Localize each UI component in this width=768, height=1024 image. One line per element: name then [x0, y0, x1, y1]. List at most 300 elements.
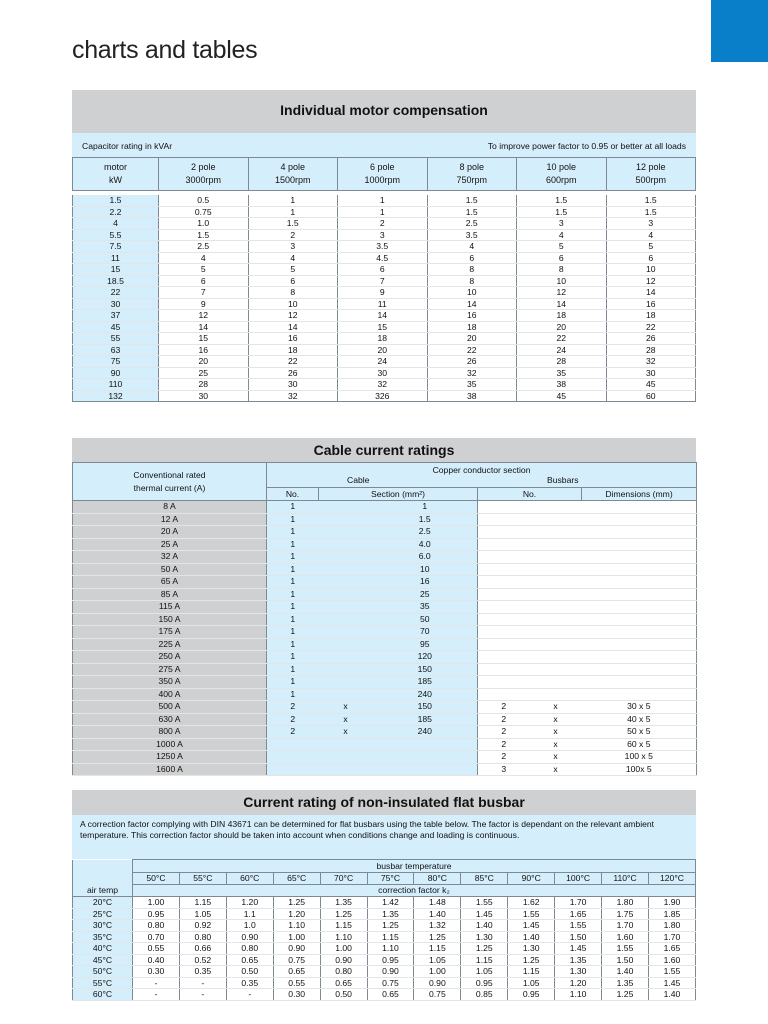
motor-cell: 14 — [338, 310, 428, 322]
motor-cell: 32 — [338, 379, 428, 391]
motor-cell: 1 — [248, 195, 338, 206]
correction-cell: - — [133, 977, 180, 989]
cable-cell: 1 — [267, 526, 319, 539]
cable-cell — [319, 576, 373, 589]
cable-cell: 1 — [267, 588, 319, 601]
cable-cell — [530, 676, 582, 689]
correction-cell: 1.62 — [508, 897, 555, 909]
motor-cell: 0.75 — [159, 206, 249, 218]
motor-cell: 3 — [338, 229, 428, 241]
motor-cell: 7 — [338, 275, 428, 287]
correction-cell: 1.15 — [367, 931, 414, 943]
cable-row — [73, 676, 697, 689]
cable-cell: 1.5 — [373, 513, 478, 526]
motor-cell: 14 — [248, 321, 338, 333]
cable-cell: 1 — [267, 663, 319, 676]
motor-cell: 9 — [338, 287, 428, 299]
motor-cell: 14 — [159, 321, 249, 333]
cable-cell — [582, 651, 697, 664]
motor-cell: 6 — [427, 252, 517, 264]
correction-cell: 1.00 — [133, 897, 180, 909]
cable-cell — [582, 626, 697, 639]
motor-cell: 6 — [606, 252, 696, 264]
cable-cell — [530, 601, 582, 614]
correction-cell: 1.60 — [602, 931, 649, 943]
cable-cell — [319, 563, 373, 576]
correction-cell: 1.15 — [179, 897, 226, 909]
cable-cell: 20 A — [73, 526, 267, 539]
cable-cell — [319, 751, 373, 764]
correction-cell: 0.95 — [508, 989, 555, 1001]
motor-cell: 12 — [159, 310, 249, 322]
busbar-row — [73, 908, 696, 920]
busbars-label: Busbars — [547, 475, 579, 485]
correction-cell: 1.0 — [226, 920, 273, 932]
motor-cell: 8 — [248, 287, 338, 299]
motor-cell: 26 — [248, 367, 338, 379]
cable-cell — [582, 688, 697, 701]
motor-cell: 1.5 — [517, 195, 607, 206]
motor-cell: 22 — [517, 333, 607, 345]
motor-cell: 14 — [606, 287, 696, 299]
busbar-temperature-label: busbar temperature — [133, 860, 696, 873]
motor-cell: 26 — [606, 333, 696, 345]
motor-cell: 14 — [427, 298, 517, 310]
cable-cell — [478, 526, 530, 539]
motor-row — [73, 264, 696, 276]
motor-cell: 6 — [159, 275, 249, 287]
motor-cell: 3.5 — [338, 241, 428, 253]
correction-cell: 0.35 — [226, 977, 273, 989]
busbar-row — [73, 943, 696, 955]
correction-cell: 1.15 — [414, 943, 461, 955]
cable-row — [73, 688, 697, 701]
correction-cell: 0.75 — [367, 977, 414, 989]
motor-cell: 22 — [606, 321, 696, 333]
motor-cell: 22 — [427, 344, 517, 356]
cable-cell — [319, 626, 373, 639]
cable-row — [73, 626, 697, 639]
motor-cell: 110 — [73, 379, 159, 391]
cable-cell: 70 — [373, 626, 478, 639]
cable-cell: 1000 A — [73, 738, 267, 751]
motor-row — [73, 275, 696, 287]
air-temp-cell: 40°C — [73, 943, 133, 955]
motor-cell: 5.5 — [73, 229, 159, 241]
air-temp-cell: 30°C — [73, 920, 133, 932]
cable-cell: 16 — [373, 576, 478, 589]
correction-cell: 1.25 — [461, 943, 508, 955]
correction-cell: 1.45 — [508, 920, 555, 932]
busbar-temp-header: 100°C — [555, 873, 602, 885]
motor-row — [73, 344, 696, 356]
cable-cell: 1 — [267, 576, 319, 589]
correction-cell: 1.85 — [648, 908, 695, 920]
motor-cell: 1 — [338, 206, 428, 218]
correction-cell: 1.42 — [367, 897, 414, 909]
motor-cell: 45 — [517, 390, 607, 402]
correction-cell: 0.35 — [179, 966, 226, 978]
cable-cell: 185 — [373, 713, 478, 726]
correction-cell: 0.80 — [133, 920, 180, 932]
correction-cell: 1.00 — [273, 931, 320, 943]
correction-cell: - — [179, 977, 226, 989]
cable-cell — [582, 526, 697, 539]
cable-cell — [530, 626, 582, 639]
motor-cell: 75 — [73, 356, 159, 368]
cable-cell: 275 A — [73, 663, 267, 676]
cable-cell — [582, 501, 697, 514]
cable-row — [73, 651, 697, 664]
cable-cell — [478, 651, 530, 664]
correction-cell: 0.90 — [226, 931, 273, 943]
cable-cell: 150 — [373, 663, 478, 676]
motor-cell: 7 — [159, 287, 249, 299]
motor-header-cell: 12 pole 500rpm — [606, 158, 696, 191]
cable-cell: 60 x 5 — [582, 738, 697, 751]
motor-header-row — [73, 158, 696, 191]
motor-row — [73, 195, 696, 206]
motor-cell: 1.5 — [606, 206, 696, 218]
busbar-temp-header: 55°C — [179, 873, 226, 885]
cable-cell: 1 — [267, 626, 319, 639]
motor-cell: 6 — [517, 252, 607, 264]
cable-row — [73, 763, 697, 776]
cable-section-title: Cable current ratings — [72, 438, 696, 462]
motor-cell: 1.5 — [427, 206, 517, 218]
motor-cell: 15 — [73, 264, 159, 276]
motor-cell: 32 — [427, 367, 517, 379]
cable-cell: 185 — [373, 676, 478, 689]
cable-cell — [319, 526, 373, 539]
cable-cell: x — [530, 751, 582, 764]
cable-cell: 2 — [267, 701, 319, 714]
cable-cell: 175 A — [73, 626, 267, 639]
motor-cell: 24 — [338, 356, 428, 368]
correction-cell: 1.10 — [367, 943, 414, 955]
motor-header-cell: motor kW — [73, 158, 159, 191]
cable-cell: 150 A — [73, 613, 267, 626]
cable-row — [73, 638, 697, 651]
cable-cell — [478, 663, 530, 676]
correction-cell: 1.50 — [555, 931, 602, 943]
motor-header-cell: 2 pole 3000rpm — [159, 158, 249, 191]
cable-row — [73, 601, 697, 614]
motor-cell: 10 — [427, 287, 517, 299]
correction-cell: 0.95 — [461, 977, 508, 989]
cable-cell — [530, 651, 582, 664]
motor-cell: 38 — [517, 379, 607, 391]
cable-cell — [530, 613, 582, 626]
correction-cell: 1.25 — [602, 989, 649, 1001]
busbar-no-header: No. — [478, 488, 582, 501]
motor-cell: 2.5 — [427, 218, 517, 230]
correction-cell: 1.50 — [602, 954, 649, 966]
cable-cell — [478, 588, 530, 601]
motor-header-cell: 10 pole 600rpm — [517, 158, 607, 191]
cable-cell: 1 — [267, 638, 319, 651]
cable-cell — [267, 751, 319, 764]
cable-cell: 1600 A — [73, 763, 267, 776]
cable-cell: 4.0 — [373, 538, 478, 551]
motor-cell: 26 — [427, 356, 517, 368]
motor-cell: 5 — [517, 241, 607, 253]
motor-cell: 16 — [159, 344, 249, 356]
motor-cell: 11 — [338, 298, 428, 310]
cable-cell: 1 — [267, 538, 319, 551]
motor-cell: 20 — [159, 356, 249, 368]
motor-cell: 11 — [73, 252, 159, 264]
motor-row — [73, 356, 696, 368]
cable-cell — [319, 551, 373, 564]
cable-row — [73, 751, 697, 764]
motor-cell: 8 — [427, 275, 517, 287]
cable-cell — [478, 538, 530, 551]
motor-cell: 45 — [606, 379, 696, 391]
motor-cell: 30 — [73, 298, 159, 310]
correction-cell: 0.90 — [320, 954, 367, 966]
correction-cell: 1.45 — [461, 908, 508, 920]
motor-cell: 1.5 — [606, 195, 696, 206]
conductor-section-label: Copper conductor section — [432, 465, 531, 475]
motor-row — [73, 390, 696, 402]
cable-cell: 100 x 5 — [582, 751, 697, 764]
cable-cell — [530, 538, 582, 551]
cable-cell — [530, 513, 582, 526]
motor-cell: 18 — [338, 333, 428, 345]
motor-cell: 12 — [248, 310, 338, 322]
cable-cell: 2 — [478, 751, 530, 764]
busbar-temp-header: 120°C — [648, 873, 695, 885]
air-temp-cell: 55°C — [73, 977, 133, 989]
motor-cell: 1.5 — [427, 195, 517, 206]
motor-cell: 14 — [517, 298, 607, 310]
cable-cell — [373, 751, 478, 764]
cable-cell: 225 A — [73, 638, 267, 651]
cable-row — [73, 538, 697, 551]
motor-cell: 32 — [606, 356, 696, 368]
busbar-row — [73, 954, 696, 966]
correction-cell: 0.50 — [320, 989, 367, 1001]
cable-cell: x — [319, 713, 373, 726]
cable-cell — [530, 526, 582, 539]
motor-cell: 3.5 — [427, 229, 517, 241]
motor-cell: 326 — [338, 390, 428, 402]
cable-cell — [582, 576, 697, 589]
motor-cell: 5 — [159, 264, 249, 276]
motor-cell: 10 — [248, 298, 338, 310]
motor-cell: 3 — [248, 241, 338, 253]
cable-cell: 50 x 5 — [582, 726, 697, 739]
cable-cell: 2 — [478, 726, 530, 739]
motor-cell: 9 — [159, 298, 249, 310]
motor-row — [73, 252, 696, 264]
correction-cell: 1.15 — [508, 966, 555, 978]
correction-cell: 0.65 — [367, 989, 414, 1001]
cable-cell — [373, 738, 478, 751]
correction-cell: 1.40 — [602, 966, 649, 978]
busbar-temp-header: 90°C — [508, 873, 555, 885]
motor-cell: 4 — [606, 229, 696, 241]
correction-cell: 1.00 — [414, 966, 461, 978]
cable-cell: 30 x 5 — [582, 701, 697, 714]
cable-cell — [373, 763, 478, 776]
correction-cell: 1.40 — [508, 931, 555, 943]
motor-header-cell: 6 pole 1000rpm — [338, 158, 428, 191]
motor-cell: 18 — [427, 321, 517, 333]
motor-cell: 2 — [248, 229, 338, 241]
motor-cell: 2.2 — [73, 206, 159, 218]
correction-cell: 1.05 — [508, 977, 555, 989]
cable-cell — [319, 638, 373, 651]
cable-cell: x — [530, 726, 582, 739]
busbar-temp-header: 70°C — [320, 873, 367, 885]
busbar-temp-header: 85°C — [461, 873, 508, 885]
cable-cell — [582, 601, 697, 614]
cable-cell — [478, 576, 530, 589]
correction-cell: 1.45 — [648, 977, 695, 989]
correction-cell: 1.10 — [273, 920, 320, 932]
correction-cell: 1.48 — [414, 897, 461, 909]
motor-cell: 4 — [248, 252, 338, 264]
motor-cell: 63 — [73, 344, 159, 356]
motor-row — [73, 310, 696, 322]
correction-cell: 1.20 — [273, 908, 320, 920]
cable-cell: 240 — [373, 688, 478, 701]
cable-cell: 25 A — [73, 538, 267, 551]
cable-row — [73, 551, 697, 564]
cable-cell — [319, 676, 373, 689]
cable-cell: 240 — [373, 726, 478, 739]
correction-cell: 1.25 — [367, 920, 414, 932]
page-title: charts and tables — [72, 36, 258, 64]
cable-cell: 35 — [373, 601, 478, 614]
busbar-row — [73, 920, 696, 932]
busbar-row — [73, 966, 696, 978]
cable-cell — [319, 688, 373, 701]
busbar-temp-header: 80°C — [414, 873, 461, 885]
motor-cell: 8 — [517, 264, 607, 276]
motor-cell: 4 — [159, 252, 249, 264]
motor-cell: 1.0 — [159, 218, 249, 230]
correction-cell: 0.85 — [461, 989, 508, 1001]
correction-cell: - — [179, 989, 226, 1001]
cable-cell: 1 — [267, 563, 319, 576]
cable-no-header: No. — [267, 488, 319, 501]
motor-row — [73, 206, 696, 218]
motor-cell: 18.5 — [73, 275, 159, 287]
cable-cell — [478, 613, 530, 626]
cable-row — [73, 726, 697, 739]
motor-section-title: Individual motor compensation — [72, 90, 696, 133]
cable-cell: 2 — [478, 713, 530, 726]
correction-cell: 1.40 — [414, 908, 461, 920]
cable-cell: x — [530, 701, 582, 714]
cable-cell: 6.0 — [373, 551, 478, 564]
motor-cell: 16 — [248, 333, 338, 345]
cable-cell: 400 A — [73, 688, 267, 701]
correction-cell: 1.65 — [555, 908, 602, 920]
motor-cell: 8 — [427, 264, 517, 276]
cable-row — [73, 713, 697, 726]
cable-cell — [530, 688, 582, 701]
busbar-row — [73, 989, 696, 1001]
busbar-temp-header: 65°C — [273, 873, 320, 885]
correction-cell: 1.90 — [648, 897, 695, 909]
correction-cell: 1.35 — [602, 977, 649, 989]
cable-cell: 1 — [267, 513, 319, 526]
correction-cell: 1.55 — [602, 943, 649, 955]
motor-row — [73, 298, 696, 310]
cable-row — [73, 526, 697, 539]
cable-cell — [478, 688, 530, 701]
motor-row — [73, 333, 696, 345]
correction-cell: 1.30 — [555, 966, 602, 978]
motor-cell: 4.5 — [338, 252, 428, 264]
cable-row — [73, 563, 697, 576]
cable-cell — [530, 576, 582, 589]
motor-cell: 15 — [159, 333, 249, 345]
cable-cell — [530, 551, 582, 564]
correction-cell: 0.30 — [133, 966, 180, 978]
cable-cell — [582, 676, 697, 689]
correction-cell: 0.65 — [320, 977, 367, 989]
cable-cell — [319, 651, 373, 664]
cable-cell — [530, 588, 582, 601]
correction-cell: 1.05 — [179, 908, 226, 920]
correction-cell: 1.30 — [508, 943, 555, 955]
correction-factor-label: correction factor k₂ — [133, 885, 696, 897]
air-temp-cell: 20°C — [73, 897, 133, 909]
cable-row — [73, 738, 697, 751]
motor-cell: 5 — [606, 241, 696, 253]
correction-cell: 1.55 — [508, 908, 555, 920]
cable-cell — [478, 501, 530, 514]
motor-cell: 60 — [606, 390, 696, 402]
busbar-table — [72, 859, 696, 1001]
cable-cell: 12 A — [73, 513, 267, 526]
cable-cell: 10 — [373, 563, 478, 576]
motor-cell: 132 — [73, 390, 159, 402]
cable-cell: 1 — [267, 676, 319, 689]
motor-note — [72, 133, 696, 157]
correction-cell: 1.20 — [226, 897, 273, 909]
motor-cell: 28 — [517, 356, 607, 368]
correction-cell: - — [226, 989, 273, 1001]
correction-cell: 1.70 — [602, 920, 649, 932]
motor-cell: 25 — [159, 367, 249, 379]
motor-cell: 30 — [338, 367, 428, 379]
motor-cell: 35 — [517, 367, 607, 379]
motor-cell: 90 — [73, 367, 159, 379]
cable-cell — [267, 763, 319, 776]
correction-cell: 0.30 — [273, 989, 320, 1001]
motor-cell: 2.5 — [159, 241, 249, 253]
motor-cell: 12 — [517, 287, 607, 299]
correction-cell: 0.95 — [133, 908, 180, 920]
cable-cell — [582, 663, 697, 676]
cable-cell: 150 — [373, 701, 478, 714]
motor-cell: 22 — [248, 356, 338, 368]
motor-cell: 1 — [248, 206, 338, 218]
cable-cell — [478, 513, 530, 526]
cable-row — [73, 513, 697, 526]
correction-cell: 1.45 — [555, 943, 602, 955]
motor-cell: 4 — [73, 218, 159, 230]
cable-row — [73, 613, 697, 626]
correction-cell: 1.35 — [320, 897, 367, 909]
cable-cell — [582, 638, 697, 651]
